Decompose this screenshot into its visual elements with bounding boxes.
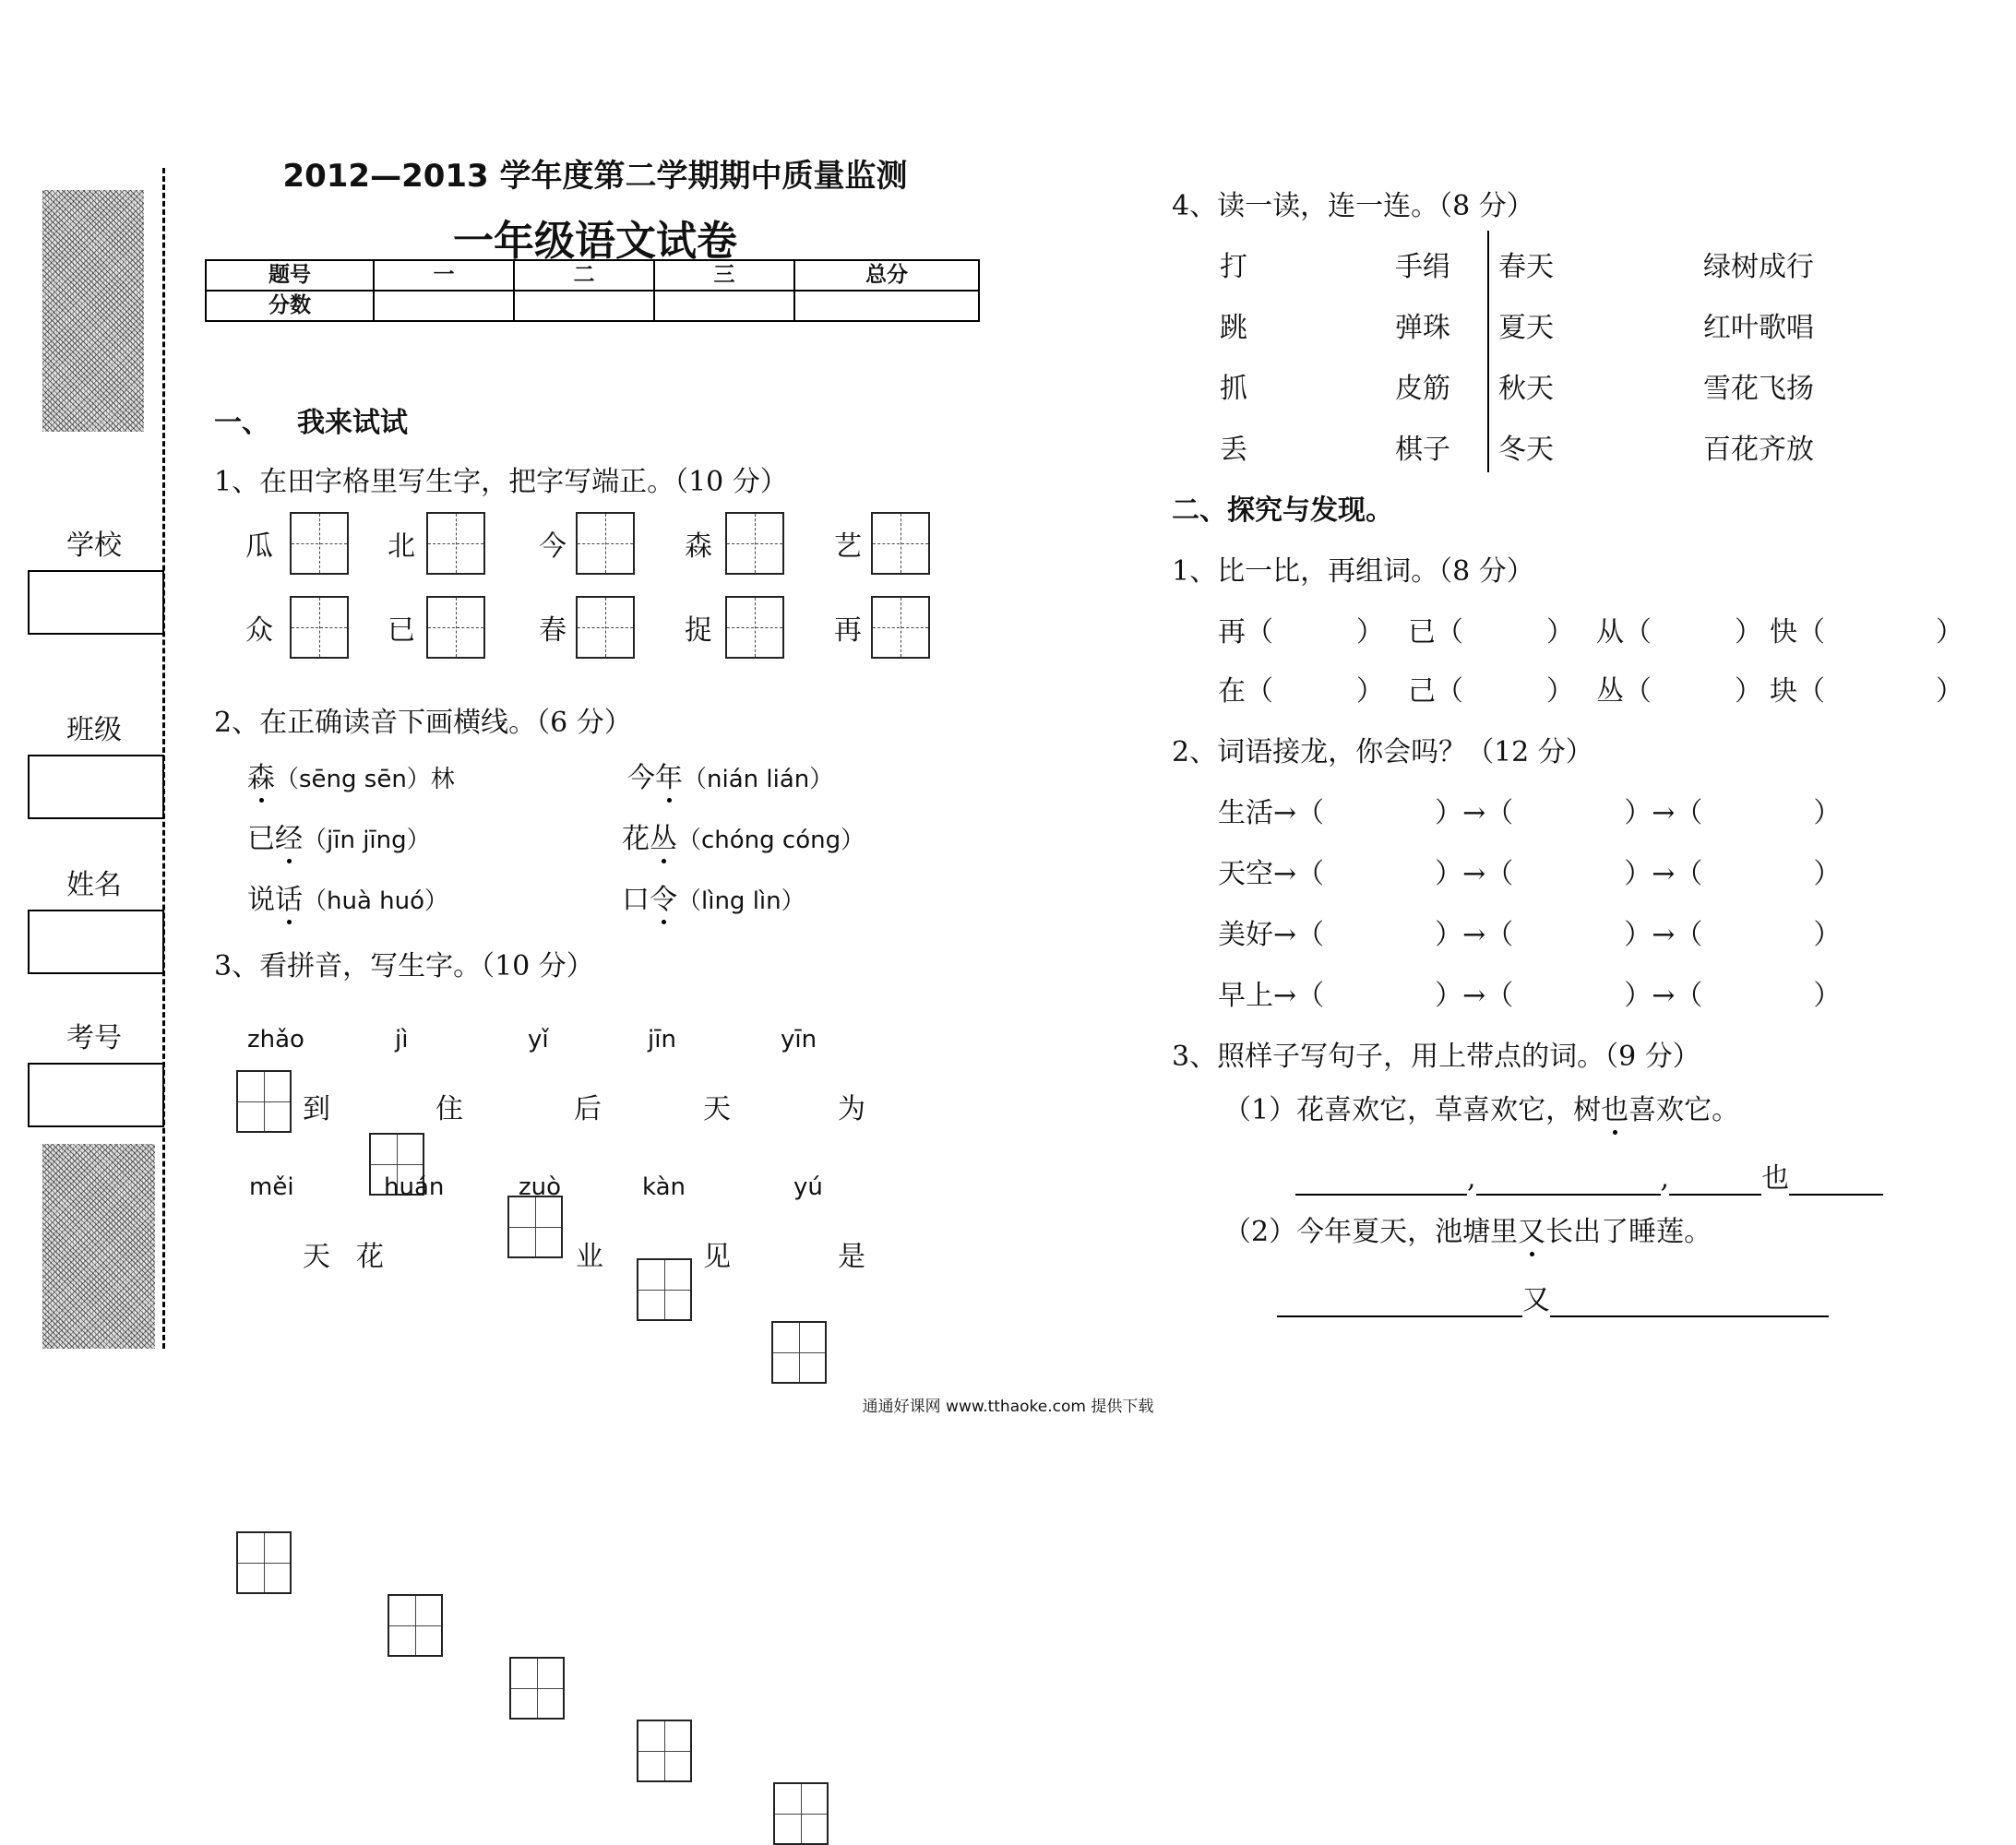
q1-row1 <box>245 512 930 575</box>
q2-item[interactable] <box>247 755 455 795</box>
section1-title: 我来试试 <box>297 407 408 439</box>
score-cell: 一 <box>374 260 514 291</box>
q2-item-dotted: 森 <box>247 755 275 795</box>
q3-pinyin: yú <box>793 1173 823 1201</box>
s2q2-prompt: 2、词语接龙，你会吗？（12 分） <box>1172 736 1593 768</box>
score-cell: 二 <box>514 260 654 291</box>
q3-pinyin: huán <box>384 1173 445 1201</box>
score-input[interactable] <box>654 291 794 321</box>
q2-item[interactable] <box>622 876 805 917</box>
word-char: 块 <box>1770 675 1797 708</box>
score-input[interactable] <box>514 291 654 321</box>
q4-prompt: 4、读一读，连一连。（8 分） <box>1172 190 1534 222</box>
exam-number-field[interactable] <box>28 1063 164 1127</box>
tianzige-box[interactable] <box>576 512 635 575</box>
q2-item-pinyin: （sēng sēn）林 <box>275 766 455 793</box>
q1-char: 北 <box>388 530 415 563</box>
binding-pattern-bottom <box>42 1144 155 1349</box>
connect-item[interactable]: 秋天 <box>1498 373 1554 405</box>
exam-title: 2012—2013 学年度第二学期期中质量监测 <box>282 158 908 195</box>
example-sentence-2: （2）今年夏天，池塘里又长出了睡莲。 <box>1223 1208 1712 1249</box>
column-divider <box>1487 231 1489 472</box>
word-group[interactable]: 已（ ） <box>1408 616 1574 649</box>
q2-prompt: 2、在正确读音下画横线。（6 分） <box>214 707 632 739</box>
word-char: 再 <box>1218 616 1246 649</box>
tianzige-box[interactable] <box>290 512 349 575</box>
score-table-header-row <box>206 260 979 291</box>
q2-item-pinyin: （nián lián） <box>683 766 834 793</box>
connect-item[interactable]: 雪花飞扬 <box>1703 373 1814 405</box>
exam-number-label: 考号 <box>66 1022 122 1054</box>
q1-char: 众 <box>245 614 273 647</box>
score-cell: 三 <box>654 260 794 291</box>
connect-item[interactable]: 跳 <box>1220 312 1247 344</box>
chain-start-word: 生活 <box>1218 797 1273 829</box>
q2-item-dotted: 丛 <box>650 815 677 856</box>
connect-item[interactable]: 手绢 <box>1395 251 1450 283</box>
tianzige-box[interactable] <box>871 512 930 575</box>
q3-pinyin: jì <box>395 1026 409 1053</box>
score-cell: 总分 <box>794 260 979 291</box>
q2-item-dotted: 话 <box>275 876 303 917</box>
tianzige-box[interactable] <box>426 596 485 659</box>
q3-char: 是 <box>838 1241 865 1273</box>
answer-line-1[interactable]: , , 也 <box>1295 1155 1883 1196</box>
chain-start-word: 早上 <box>1218 980 1273 1012</box>
word-group[interactable]: 再（ ） <box>1218 616 1384 649</box>
school-label: 学校 <box>66 530 122 562</box>
q3-prompt: 3、看拼音，写生字。（10 分） <box>214 950 594 982</box>
q2-item[interactable] <box>627 755 833 795</box>
q2-item-dotted: 经 <box>275 815 303 856</box>
q3-pinyin: měi <box>249 1173 294 1201</box>
q2-item-pre: 今 <box>627 762 655 794</box>
connect-item[interactable]: 棋子 <box>1395 434 1450 466</box>
s2q1-prompt: 1、比一比，再组词。（8 分） <box>1172 555 1534 588</box>
chain-start-word: 天空 <box>1218 858 1273 890</box>
word-char: 丛 <box>1596 675 1624 708</box>
q3-char: 住 <box>435 1093 463 1125</box>
score-input[interactable] <box>374 291 514 321</box>
word-char: 已 <box>1408 616 1436 649</box>
q3-pinyin: jīn <box>648 1026 676 1053</box>
connect-item[interactable]: 弹珠 <box>1395 312 1450 344</box>
score-table-score-row <box>206 291 979 321</box>
exam-subtitle: 一年级语文试卷 <box>453 218 737 265</box>
connect-item[interactable]: 红叶歌唱 <box>1703 312 1814 344</box>
pinyin-write-box[interactable] <box>507 1196 563 1258</box>
connect-item[interactable]: 夏天 <box>1498 312 1554 344</box>
tianzige-box[interactable] <box>871 596 930 659</box>
q1-row2 <box>245 596 930 659</box>
word-group[interactable]: 从（ ） <box>1596 616 1762 649</box>
pinyin-write-box[interactable] <box>773 1782 829 1845</box>
word-char: 在 <box>1218 675 1246 708</box>
word-group[interactable]: 快（ ） <box>1770 616 1963 649</box>
pinyin-write-box[interactable] <box>771 1321 827 1384</box>
word-group[interactable]: 己（ ） <box>1408 675 1574 708</box>
tianzige-box[interactable] <box>725 512 784 575</box>
q2-item-pinyin: （lìng lìn） <box>677 887 805 915</box>
pinyin-write-box[interactable] <box>236 1070 292 1133</box>
word-char: 从 <box>1596 616 1624 649</box>
word-group[interactable]: 块（ ） <box>1770 675 1963 708</box>
connect-item[interactable]: 皮筋 <box>1395 373 1450 405</box>
answer-line-2[interactable]: 又 <box>1277 1277 1829 1317</box>
footer-credit: 通通好课网 www.tthaoke.com 提供下载 <box>862 1398 1154 1416</box>
q2-item-pre: 口 <box>622 884 650 916</box>
name-field[interactable] <box>28 910 164 974</box>
q1-char: 再 <box>834 614 862 647</box>
word-chain-row[interactable]: 生活→（ ）→（ ）→（ ） <box>1218 797 1842 829</box>
tianzige-box[interactable] <box>725 596 784 659</box>
q3-char: 花 <box>356 1241 384 1273</box>
pinyin-write-box[interactable] <box>236 1531 292 1594</box>
q3-char: 到 <box>303 1093 330 1125</box>
s2q3-prompt: 3、照样子写句子，用上带点的词。（9 分） <box>1172 1041 1700 1073</box>
word-chain-row[interactable]: 天空→（ ）→（ ）→（ ） <box>1218 858 1842 890</box>
score-cell: 题号 <box>206 260 374 291</box>
q2-item-pre: 已 <box>247 823 275 855</box>
word-char: 己 <box>1408 675 1436 708</box>
q3-pinyin: yǐ <box>528 1026 549 1053</box>
q2-item[interactable] <box>247 876 448 917</box>
q3-char: 见 <box>703 1241 731 1273</box>
q2-item-pinyin: （jīn jīng） <box>303 827 431 854</box>
q2-item-dotted: 令 <box>650 876 677 917</box>
score-cell: 分数 <box>206 291 374 321</box>
q3-pinyin: yīn <box>781 1026 817 1053</box>
chain-start-word: 美好 <box>1218 919 1273 951</box>
q2-item-pre: 花 <box>622 823 650 855</box>
q3-char: 为 <box>838 1093 865 1125</box>
example-sentence-1: （1）花喜欢它，草喜欢它，树也喜欢它。 <box>1223 1087 1739 1127</box>
q2-item-dotted: 年 <box>655 755 683 795</box>
q3-char: 后 <box>574 1093 602 1125</box>
q3-pinyin: zuò <box>519 1173 562 1201</box>
pinyin-write-box[interactable] <box>637 1720 692 1782</box>
q1-char: 捉 <box>685 614 712 647</box>
section1-number: 一、 <box>214 407 269 439</box>
score-input[interactable] <box>794 291 979 321</box>
q1-char: 艺 <box>834 530 862 563</box>
q3-pinyin: kàn <box>642 1173 686 1201</box>
tianzige-box[interactable] <box>426 512 485 575</box>
school-field[interactable] <box>28 570 164 635</box>
connect-item[interactable]: 绿树成行 <box>1703 251 1814 283</box>
score-table <box>205 259 980 322</box>
word-chain-row[interactable]: 美好→（ ）→（ ）→（ ） <box>1218 919 1842 951</box>
connect-item[interactable]: 春天 <box>1498 251 1554 283</box>
q1-char: 春 <box>539 614 567 647</box>
connect-item[interactable]: 百花齐放 <box>1703 434 1814 466</box>
word-group[interactable]: 丛（ ） <box>1596 675 1762 708</box>
pinyin-write-box[interactable] <box>637 1258 692 1321</box>
q2-item-pre: 说 <box>247 884 275 916</box>
q2-item[interactable] <box>247 815 431 856</box>
q3-pinyin: zhǎo <box>247 1026 304 1053</box>
q1-char: 森 <box>685 530 712 563</box>
q2-item[interactable] <box>622 815 865 856</box>
word-chain-row[interactable]: 早上→（ ）→（ ）→（ ） <box>1218 980 1842 1012</box>
connect-item[interactable]: 冬天 <box>1498 434 1554 466</box>
q1-char: 已 <box>388 614 415 647</box>
class-label: 班级 <box>66 714 122 746</box>
q3-char: 业 <box>576 1241 603 1273</box>
q3-char: 天 <box>303 1241 330 1273</box>
tianzige-box[interactable] <box>290 596 349 659</box>
q1-prompt: 1、在田字格里写生字，把字写端正。（10 分） <box>214 466 788 498</box>
q3-char: 天 <box>703 1093 731 1125</box>
pinyin-write-box[interactable] <box>509 1657 565 1720</box>
word-char: 快 <box>1770 616 1797 649</box>
section2-title: 二、探究与发现。 <box>1172 494 1393 527</box>
connect-item[interactable]: 丢 <box>1220 434 1247 466</box>
pinyin-write-box[interactable] <box>388 1594 443 1657</box>
q1-char: 今 <box>539 530 567 563</box>
q2-item-pinyin: （chóng cóng） <box>677 827 865 854</box>
q2-item-pinyin: （huà huó） <box>303 887 449 915</box>
connect-item[interactable]: 抓 <box>1220 373 1247 405</box>
word-group[interactable]: 在（ ） <box>1218 675 1384 708</box>
connect-item[interactable]: 打 <box>1220 251 1247 283</box>
tianzige-box[interactable] <box>576 596 635 659</box>
binding-pattern-top <box>42 190 144 432</box>
name-label: 姓名 <box>66 869 122 901</box>
class-field[interactable] <box>28 755 164 819</box>
q1-char: 瓜 <box>245 530 273 563</box>
